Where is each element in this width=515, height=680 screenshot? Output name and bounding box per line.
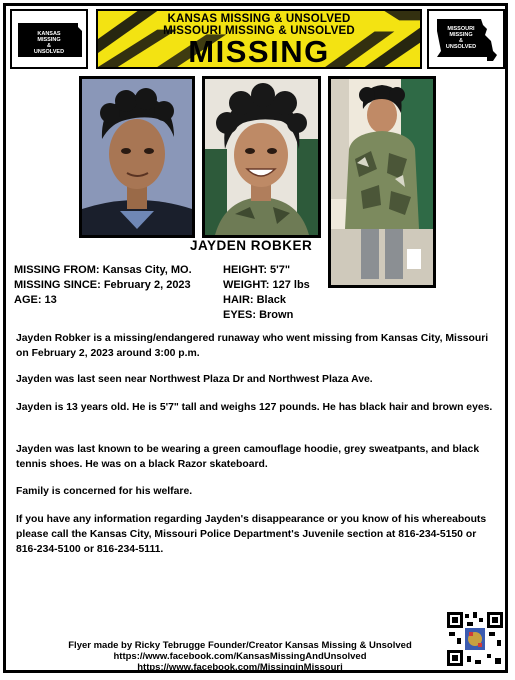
footer-link-missouri[interactable]: https://www.facebook.com/MissinginMissouri — [137, 662, 343, 673]
paragraph-clothing: Jayden was last known to be wearing a green camouflage hoodie, grey sweatpants, and black tennis shoes. He was on a black Razor skateboard. — [16, 444, 480, 470]
kansas-logo-line: KANSAS — [37, 31, 61, 37]
missouri-logo-line: MISSOURI — [447, 26, 475, 32]
missouri-logo-line: MISSING — [449, 32, 473, 38]
hair: HAIR: Black — [223, 294, 286, 306]
qr-code-icon[interactable] — [445, 610, 505, 668]
photo-full-body — [328, 76, 436, 288]
paragraph-description: Jayden is 13 years old. He is 5'7" tall and weighs 127 pounds. He has black hair and brown eyes. — [16, 402, 493, 413]
missouri-logo — [427, 9, 505, 69]
paragraph-summary: Jayden Robker is a missing/endangered runaway who went missing from Kansas City, Missouri on February 2, 2023 around 3:00 p.m. — [16, 333, 489, 359]
paragraph-family: Family is concerned for his welfare. — [16, 486, 193, 497]
kansas-map-icon — [12, 11, 86, 67]
missing-from: MISSING FROM: Kansas City, MO. — [14, 264, 192, 276]
kansas-logo-line: & — [47, 43, 51, 49]
missing-banner — [96, 9, 422, 69]
banner-line-kansas: KANSAS MISSING & UNSOLVED — [167, 13, 351, 25]
missing-since: MISSING SINCE: February 2, 2023 — [14, 279, 191, 291]
paragraph-last-seen: Jayden was last seen near Northwest Plaza Dr and Northwest Plaza Ave. — [16, 374, 373, 385]
missouri-map-icon — [429, 11, 503, 67]
eyes: EYES: Brown — [223, 309, 294, 321]
banner-title: MISSING — [188, 34, 330, 69]
footer-link-kansas[interactable]: https://www.facebook.com/KansasMissingAndUnsolved — [113, 651, 367, 662]
weight: WEIGHT: 127 lbs — [223, 279, 310, 291]
kansas-logo-line: UNSOLVED — [33, 49, 65, 55]
height: HEIGHT: 5'7" — [223, 264, 291, 276]
footer-credit: Flyer made by Ricky Tebrugge Founder/Creator Kansas Missing & Unsolved — [68, 640, 412, 651]
age: AGE: 13 — [14, 294, 57, 306]
paragraph-contact: If you have any information regarding Jayden's disappearance or you know of his whereabouts please call the Kansas City, Missouri Police Department's Juvenile section at 816-234-5150 or 816-234-5100 or 816-234-5111. — [16, 514, 487, 555]
kansas-logo-line: MISSING — [37, 37, 61, 43]
kansas-logo — [10, 9, 88, 69]
missouri-logo-line: & — [459, 38, 463, 44]
person-name: JAYDEN ROBKER — [190, 238, 313, 253]
missouri-logo-line: UNSOLVED — [445, 44, 477, 50]
photo-smiling — [202, 76, 321, 238]
photo-portrait — [79, 76, 195, 238]
banner-line-missouri: MISSOURI MISSING & UNSOLVED — [163, 25, 355, 37]
flyer-header — [10, 9, 505, 71]
